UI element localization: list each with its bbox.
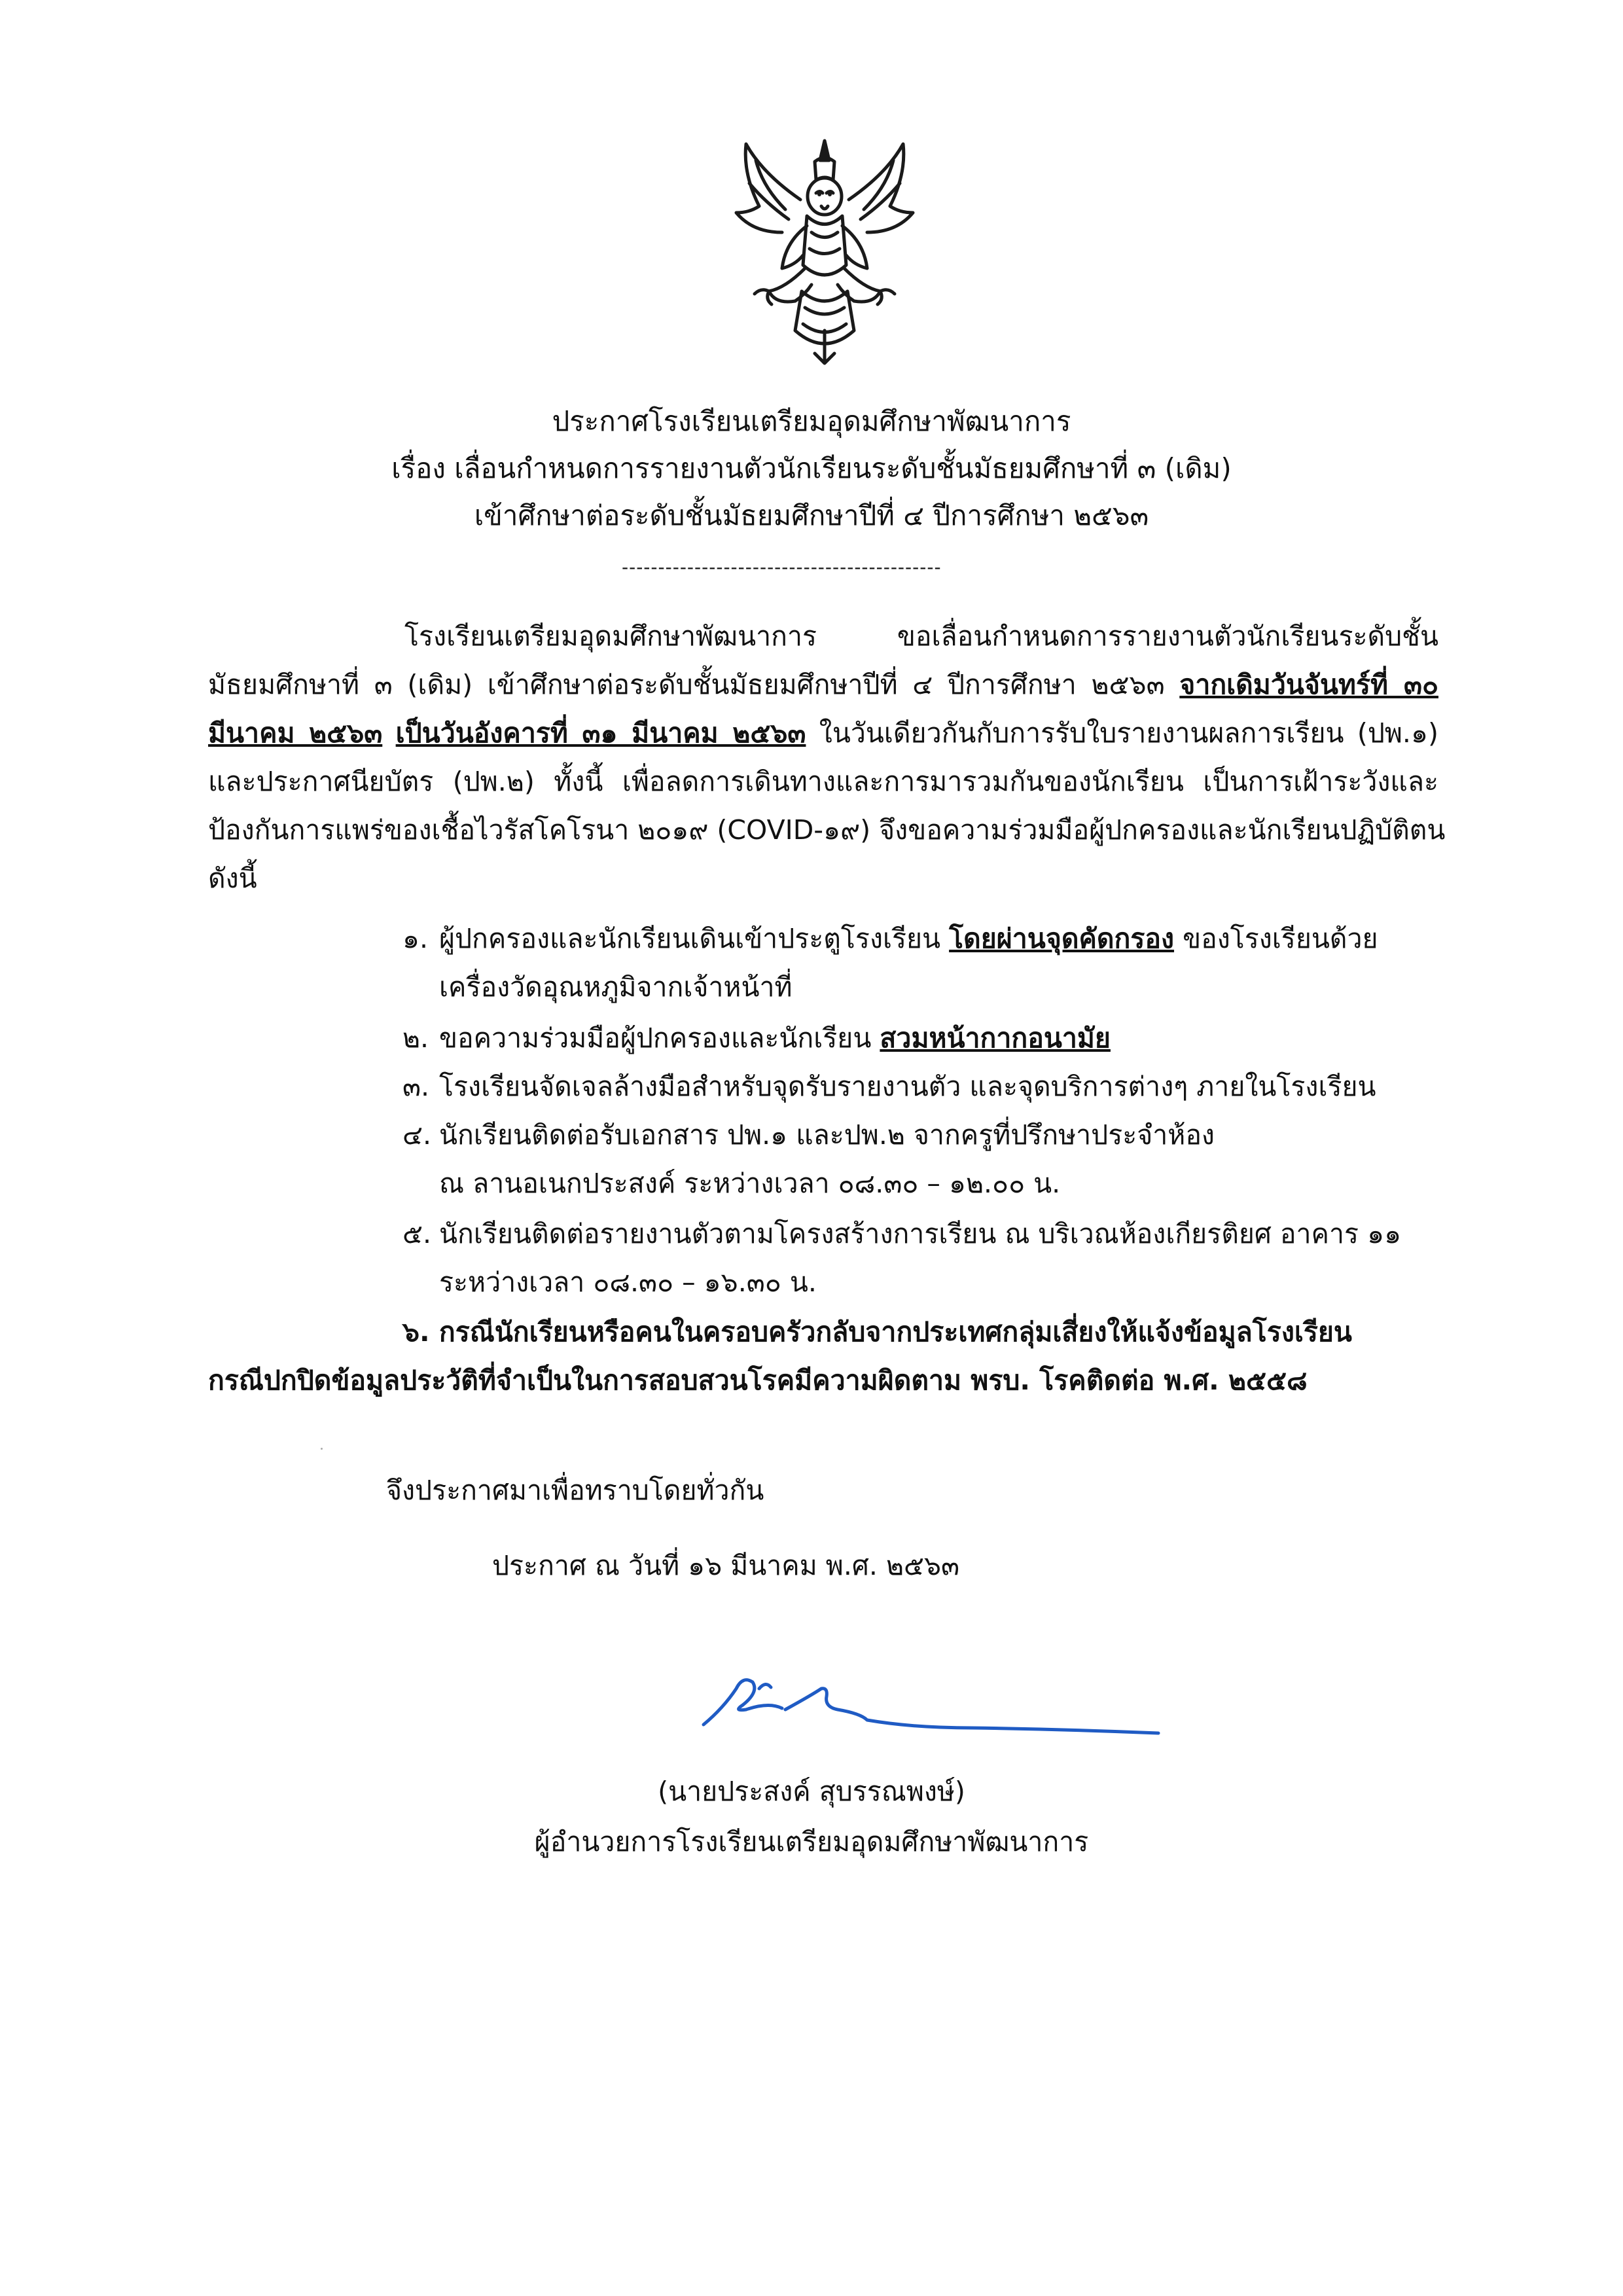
closing-notice: จึงประกาศมาเพื่อทราบโดยทั่วกัน	[386, 1475, 764, 1506]
wear-mask-text: สวมหน้ากากอนามัย	[880, 1022, 1111, 1054]
list-item-4	[402, 1111, 1215, 1208]
intro-line-6: ดังนี้	[208, 863, 257, 894]
intro-line-4: และประกาศนียบัตร (ปพ.๒) ทั้งนี้ เพื่อลดการเดินทางและการมารวมกันของนักเรียน เป็นการเฝ้าระวังและ	[208, 766, 1438, 797]
intro-line-1: โรงเรียนเตรียมอุดมศึกษาพัฒนาการ ขอเลื่อนกำหนดการรายงานตัวนักเรียนระดับชั้น	[404, 620, 1438, 652]
list-item-1	[402, 914, 1378, 1011]
header-subject: เรื่อง เลื่อนกำหนดการรายงานตัวนักเรียนระดับชั้นมัธยมศึกษาที่ ๓ (เดิม)	[391, 452, 1232, 484]
list-item-6-line-1: ๖. กรณีนักเรียนหรือคนในครอบครัวกลับจากประเทศกลุ่มเสี่ยงให้แจ้งข้อมูลโรงเรียน	[402, 1316, 1352, 1348]
signer-name: (นายประสงค์ สุบรรณพงษ์)	[658, 1776, 965, 1807]
list-item-number: ๒.	[402, 1022, 429, 1054]
announcement-header	[196, 398, 1427, 539]
list-item-5	[402, 1210, 1401, 1306]
list-item-3	[402, 1062, 1376, 1111]
list-item-number: ๑.	[402, 923, 429, 954]
list-item-continuation: ณ ลานอเนกประสงค์ ระหว่างเวลา ๐๘.๓๐ – ๑๒.๐๐ น.	[439, 1168, 1061, 1199]
garuda-emblem-icon	[723, 134, 926, 373]
signature-image	[697, 1662, 1168, 1741]
old-date-text-cont: มีนาคม ๒๕๖๓	[208, 717, 383, 749]
list-item-text: โรงเรียนจัดเจลล้างมือสำหรับจุดรับรายงานตัว และจุดบริการต่างๆ ภายในโรงเรียน	[439, 1071, 1376, 1102]
header-subject-cont: เข้าศึกษาต่อระดับชั้นมัธยมศึกษาปีที่ ๔ ปีการศึกษา ๒๕๖๓	[474, 499, 1149, 531]
list-item-number: ๓.	[402, 1071, 430, 1102]
intro-paragraph	[208, 612, 1446, 903]
intro-line-2	[208, 660, 1438, 709]
list-item-text: ขอความร่วมมือผู้ปกครองและนักเรียน	[439, 1022, 880, 1054]
scan-speck	[321, 1448, 323, 1450]
intro-line-3-text: ในวันเดียวกันกับการรับใบรายงานผลการเรียน (ปพ.๑)	[806, 717, 1438, 749]
new-date-text: เป็นวันอังคารที่ ๓๑ มีนาคม ๒๕๖๓	[395, 717, 806, 749]
spacer-text	[382, 717, 395, 749]
list-item-6-line-2: กรณีปกปิดข้อมูลประวัติที่จำเป็นในการสอบสวนโรคมีความผิดตาม พรบ. โรคติดต่อ พ.ศ. ๒๕๕๘	[208, 1365, 1308, 1396]
old-date-text: จากเดิมวันจันทร์ที่ ๓๐	[1179, 669, 1438, 700]
signer-title: ผู้อำนวยการโรงเรียนเตรียมอุดมศึกษาพัฒนาการ	[534, 1826, 1089, 1857]
list-item-number: ๔.	[402, 1119, 432, 1151]
list-item-2	[402, 1014, 1111, 1062]
list-item-continuation: เครื่องวัดอุณหภูมิจากเจ้าหน้าที่	[439, 971, 793, 1003]
intro-line-2-text: มัธยมศึกษาที่ ๓ (เดิม) เข้าศึกษาต่อระดับชั้นมัธยมศึกษาปีที่ ๔ ปีการศึกษา ๒๕๖๓	[208, 669, 1180, 700]
list-item-text-end: ของโรงเรียนด้วย	[1174, 923, 1378, 954]
list-item-text: ผู้ปกครองและนักเรียนเดินเข้าประตูโรงเรียน	[439, 923, 950, 954]
list-item-number: ๕.	[402, 1218, 432, 1249]
header-issuer: ประกาศโรงเรียนเตรียมอุดมศึกษาพัฒนาการ	[552, 405, 1071, 437]
list-item-continuation: ระหว่างเวลา ๐๘.๓๐ – ๑๖.๓๐ น.	[439, 1266, 817, 1298]
intro-line-3	[208, 709, 1438, 757]
list-item-text: นักเรียนติดต่อรายงานตัวตามโครงสร้างการเรียน ณ บริเวณห้องเกียรติยศ อาคาร ๑๑	[439, 1218, 1402, 1249]
header-divider: --------------------------------------------	[622, 556, 942, 578]
screening-point-text: โดยผ่านจุดคัดกรอง	[949, 923, 1175, 954]
list-item-6	[208, 1308, 1438, 1405]
intro-line-5: ป้องกันการแพร่ของเชื้อไวรัสโคโรนา ๒๐๑๙ (COVID-๑๙) จึงขอความร่วมมือผู้ปกครองและนักเรียนปฏิบัติตน	[208, 814, 1446, 846]
announcement-date: ประกาศ ณ วันที่ ๑๖ มีนาคม พ.ศ. ๒๕๖๓	[492, 1550, 960, 1581]
list-item-text: นักเรียนติดต่อรับเอกสาร ปพ.๑ และปพ.๒ จากครูที่ปรึกษาประจำห้อง	[439, 1119, 1215, 1151]
